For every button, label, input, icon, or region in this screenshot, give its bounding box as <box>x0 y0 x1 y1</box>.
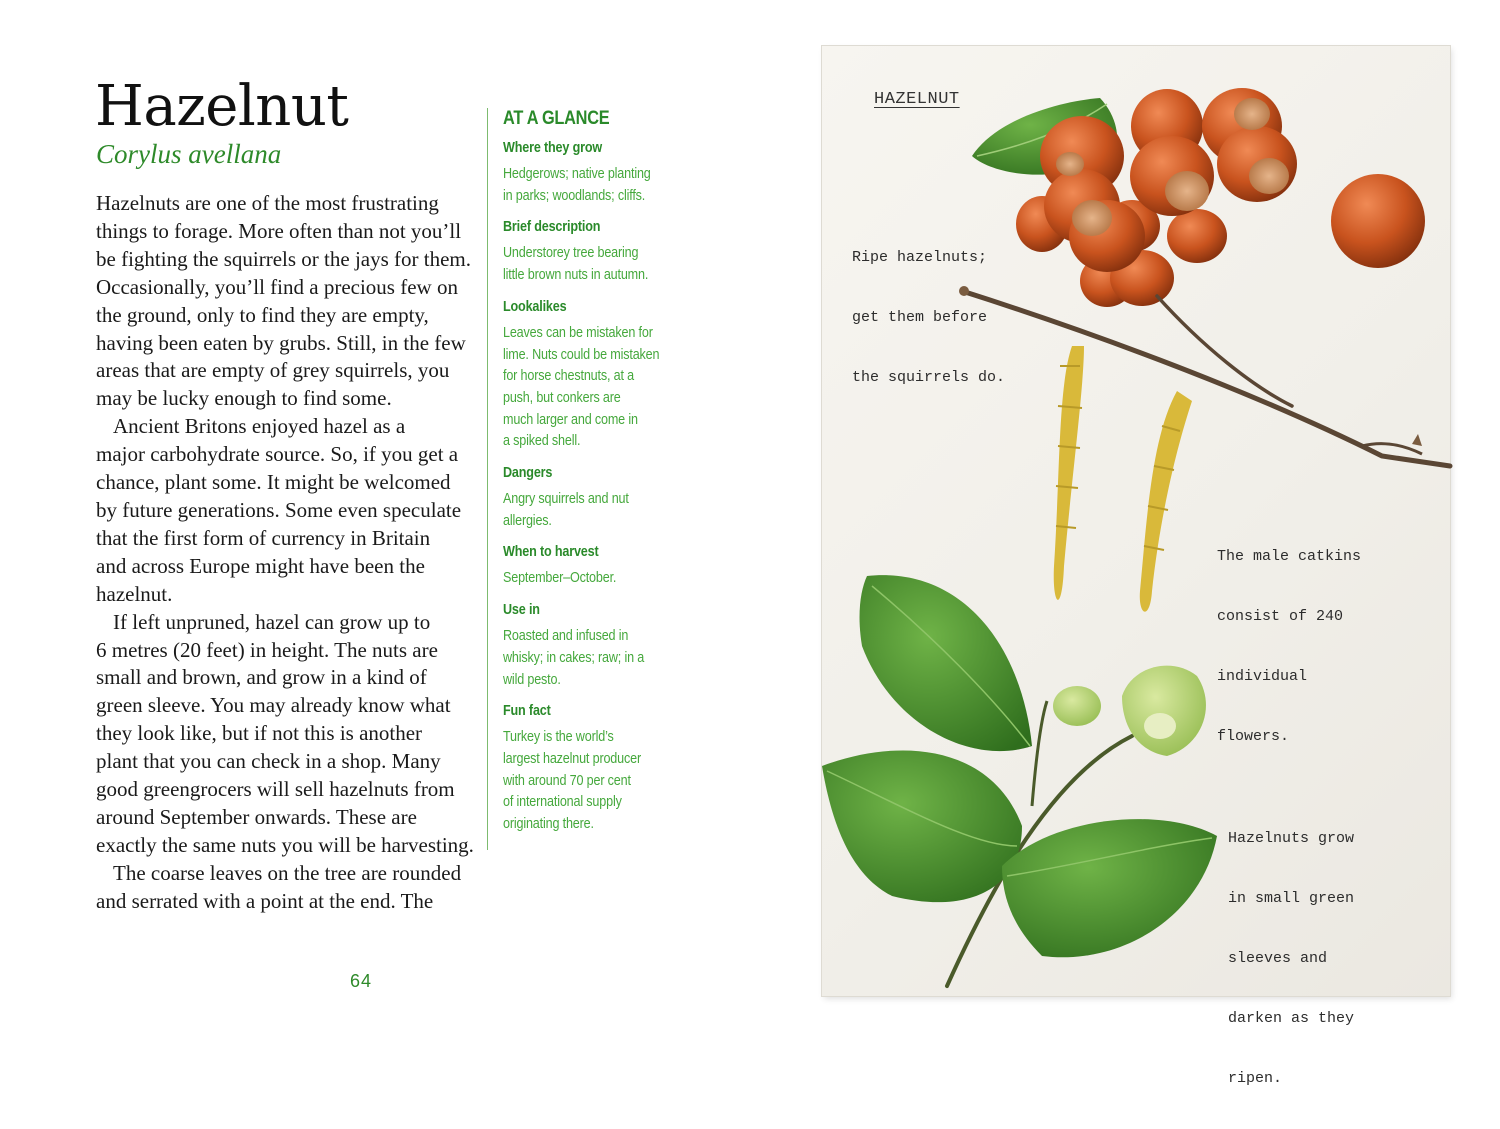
body-text <box>96 190 474 916</box>
glance-line: Leaves can be mistaken for <box>503 323 653 341</box>
card-title: HAZELNUT <box>874 90 960 109</box>
body-line: Ancient Britons enjoyed hazel as a <box>113 414 406 439</box>
body-line: 6 metres (20 feet) in height. The nuts are <box>96 637 438 662</box>
note-line: sleeves and <box>1228 950 1328 967</box>
hazelnut-sleeve-icon <box>1122 666 1206 756</box>
body-line: may be lucky enough to find some. <box>96 386 392 411</box>
glance-line: Roasted and infused in <box>503 627 629 645</box>
body-line: small and brown, and grow in a kind of <box>96 665 427 690</box>
hazelnut-sleeve-icon <box>1053 686 1101 726</box>
glance-line: originating there. <box>503 815 594 833</box>
glance-line: Turkey is the world’s <box>503 728 614 746</box>
body-line: major carbohydrate source. So, if you get a <box>96 442 459 467</box>
at-a-glance-heading: AT A GLANCE <box>503 108 610 129</box>
glance-line: much larger and come in <box>503 410 638 428</box>
glance-line: September–October. <box>503 569 617 587</box>
body-line: having been eaten by grubs. Still, in the few <box>96 330 466 355</box>
glance-line: Angry squirrels and nut <box>503 490 629 508</box>
note-line: darken as they <box>1228 1010 1355 1027</box>
body-line: and across Europe might have been the <box>96 553 425 578</box>
glance-line: for horse chestnuts, at a <box>503 367 634 385</box>
body-line: hazelnut. <box>96 581 173 606</box>
glance-line: Hedgerows; native planting <box>503 165 651 182</box>
leaf-icon <box>860 575 1032 751</box>
body-line: around September onwards. These are <box>96 804 417 829</box>
body-line: If left unpruned, hazel can grow up to <box>113 609 431 634</box>
note-green-sleeves <box>1228 789 1354 1129</box>
leaf-icon <box>1002 819 1217 957</box>
body-line: chance, plant some. It might be welcomed <box>96 470 451 495</box>
note-line: Hazelnuts grow <box>1228 830 1355 847</box>
catkin-twig <box>959 286 1450 612</box>
at-a-glance-panel <box>487 108 687 850</box>
glance-text-dangers <box>503 488 658 531</box>
glance-line: little brown nuts in autumn. <box>503 266 649 284</box>
body-line: areas that are empty of grey squirrels, you <box>96 358 450 383</box>
glance-label-dangers: Dangers <box>503 464 553 482</box>
body-line: be fighting the squirrels or the jays for them. <box>96 246 471 271</box>
body-line: plant that you can check in a shop. Many <box>96 749 441 774</box>
glance-line: Understorey tree bearing <box>503 244 639 262</box>
page-title: Hazelnut <box>95 74 349 139</box>
note-line: ripen. <box>1228 1070 1283 1087</box>
hazelnut-icon <box>1331 174 1425 268</box>
note-line: The male catkins <box>1217 548 1362 565</box>
note-male-catkins <box>1217 507 1361 787</box>
note-line: get them before <box>852 309 988 326</box>
body-line: they look like, but if not this is another <box>96 721 423 746</box>
hazelnut-icon <box>1167 209 1227 263</box>
body-line: exactly the same nuts you will be harvesting. <box>96 832 474 857</box>
glance-label-use: Use in <box>503 601 540 619</box>
body-line: the ground, only to find they are empty, <box>96 302 429 327</box>
glance-line: of international supply <box>503 793 622 811</box>
hazelnut-pile <box>1016 88 1425 307</box>
glance-label-lookalikes: Lookalikes <box>503 297 567 315</box>
glance-text-fun-fact <box>503 726 658 835</box>
body-line: that the first form of currency in Britain <box>96 525 431 550</box>
latin-name: Corylus avellana <box>96 139 282 169</box>
note-line: in small green <box>1228 890 1355 907</box>
body-line: The coarse leaves on the tree are rounded <box>113 860 462 885</box>
glance-label-where: Where they grow <box>503 139 603 156</box>
glance-line: push, but conkers are <box>503 388 621 406</box>
glance-label-fun-fact: Fun fact <box>503 702 551 720</box>
glance-line: a spiked shell. <box>503 432 581 450</box>
page-number: 64 <box>350 971 373 991</box>
glance-text-description <box>503 242 658 285</box>
leaf-branch <box>822 575 1217 986</box>
glance-line: lime. Nuts could be mistaken <box>503 345 660 363</box>
catkin-icon <box>1054 346 1084 600</box>
body-line: Occasionally, you’ll find a precious few on <box>96 274 458 299</box>
note-line: the squirrels do. <box>852 369 1006 386</box>
body-line: good greengrocers will sell hazelnuts from <box>96 777 455 802</box>
glance-label-description: Brief description <box>503 218 601 236</box>
note-ripe-hazelnuts <box>852 208 1005 428</box>
glance-line: wild pesto. <box>503 670 561 688</box>
glance-text-harvest <box>503 567 658 589</box>
catkin-icon <box>1140 391 1192 612</box>
glance-line: with around 70 per cent <box>503 771 631 789</box>
glance-text-lookalikes <box>503 322 658 452</box>
glance-label-harvest: When to harvest <box>503 543 599 561</box>
body-line: Hazelnuts are one of the most frustrating <box>96 191 439 215</box>
leaf-icon <box>822 750 1022 902</box>
note-line: Ripe hazelnuts; <box>852 249 988 266</box>
glance-line: whisky; in cakes; raw; in a <box>503 648 645 666</box>
note-line: consist of 240 <box>1217 608 1344 625</box>
body-line: by future generations. Some even speculate <box>96 497 462 522</box>
body-line: things to forage. More often than not you’ll <box>96 218 462 243</box>
specimen-card <box>822 46 1450 1087</box>
body-line: green sleeve. You may already know what <box>96 693 451 718</box>
glance-line: largest hazelnut producer <box>503 749 641 767</box>
note-line: flowers. <box>1217 728 1290 745</box>
note-line: individual <box>1217 668 1308 685</box>
glance-line: in parks; woodlands; cliffs. <box>503 186 646 204</box>
glance-text-where <box>503 163 658 206</box>
body-line: and serrated with a point at the end. The <box>96 888 434 913</box>
glance-text-use <box>503 625 658 690</box>
glance-line: allergies. <box>503 511 552 529</box>
